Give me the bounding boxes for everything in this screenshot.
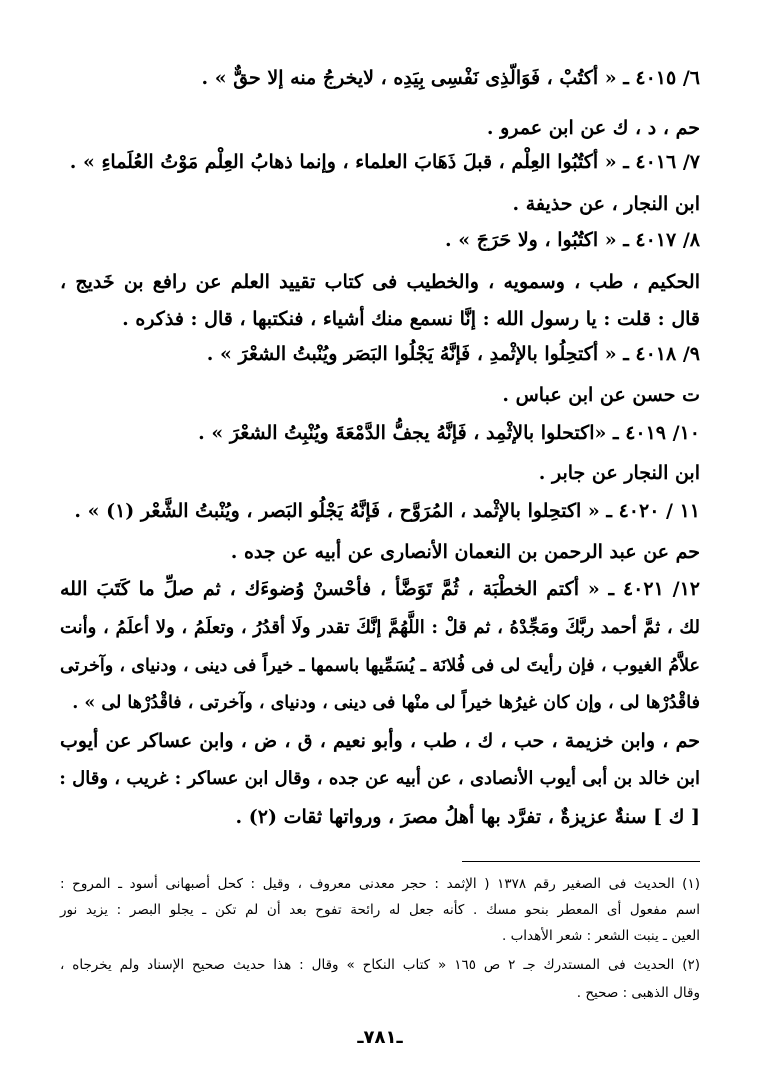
hadith-4015-source: حم ، د ، ك عن ابن عمرو . (486, 117, 700, 139)
footnote-2-cont: وقال الذهبى : صحيح . (576, 985, 700, 1001)
hadith-4016-text: ٧/ ٤٠١٦ ـ « أكتُبُوا العِلْم ، قبلَ ذَهَابَ العلماء ، وإنما ذهابُ العِلْم مَوْتُ العُلَماءِ » . (69, 151, 700, 173)
footnote-divider (462, 861, 700, 862)
hadith-4018-text: ٩/ ٤٠١٨ ـ « أكتحِلُوا بالإثْمدِ ، فَإنَّهُ يَجْلُوا البَصَر ويُنْبتُ الشعْرَ » . (206, 343, 700, 365)
hadith-4021-text-cont: فاقْدُرْها لى ، وإن كان غيرُها خيراً لى منْها فى دينى ، ودنياى ، وآخرتى ، فاقْدُرْها لى » . (72, 693, 700, 713)
hadith-4021-text: ١٢/ ٤٠٢١ ـ « أكتم الخطْبَة ، ثُمَّ تَوَضَّأ ، فأحْسنْ وُضوءَك ، ثم صلِّ ما كَتَبَ الله (60, 578, 700, 600)
footnote-1: (١) الحديث فى الصغير رقم ١٣٧٨ ( الإثمد : حجر معدنى معروف ، وقيل : كحل أصبهانى أسود ـ المروح : (60, 876, 700, 892)
hadith-4019-text: ١٠/ ٤٠١٩ ـ «اكتحلوا بالإثْمِد ، فَإنَّهُ يجفُّ الدَّمْعَةَ ويُنْبِتُ الشعْرَ » . (198, 422, 700, 444)
hadith-4017-source: الحكيم ، طب ، وسمويه ، والخطيب فى كتاب تقييد العلم عن رافع بن خَديج ، (60, 271, 700, 293)
hadith-4017-source-cont: قال : قلت : يا رسول الله : إنَّا نسمع منك أشياء ، فنكتبها ، قال : فذكره . (122, 308, 700, 330)
hadith-4021-source-cont: [ ك ] سنةٌ عزيزةٌ ، تفرَّد بها أهلُ مصرَ ، ورواتها ثقات (٢) . (235, 806, 700, 828)
hadith-4020-source: حم عن عبد الرحمن بن النعمان الأنصارى عن أبيه عن جده . (230, 541, 700, 563)
hadith-4019-source: ابن النجار عن جابر . (538, 462, 700, 484)
hadith-4021-text-cont: علاَّمُ الغيوب ، فإن رأيتَ لى فى فُلانَة ـ يُسَمِّيها باسمها ـ خيراً فى دينى ، ودنياى ، وآخرتى (60, 656, 700, 676)
hadith-4021-source-cont: ابن خالد بن أبى أيوب الأنصادى ، عن أبيه عن جده ، وقال ابن عساكر : غريب ، وقال : (59, 768, 700, 789)
footnote-1-cont: العين ـ ينبت الشعر : شعر الأهداب . (502, 928, 700, 944)
hadith-4016-source: ابن النجار ، عن حذيفة . (512, 193, 700, 215)
hadith-4017-text: ٨/ ٤٠١٧ ـ « اكتُبُوا ، ولا حَرَجَ » . (445, 229, 700, 251)
hadith-4018-source: ت حسن عن ابن عباس . (502, 384, 700, 406)
hadith-4021-text-cont: لك ، ثمَّ أحمد ربَّكَ ومَجِّدْهُ ، ثم قلْ : اللَّهُمَّ إنَّكَ تقدر ولَا أقدُرُ ، وتعلَمُ ، ولا أعلَمُ ، وأنت (60, 617, 700, 638)
hadith-4020-text: ١١ / ٤٠٢٠ ـ « اكتحِلوا بالإثْمد ، المُرَوَّح ، فَإنَّهُ يَجْلُو البَصر ، ويُنْبتُ الشَّعْر (١) » . (74, 500, 700, 522)
hadith-4015-text: ٦/ ٤٠١٥ ـ « أكتُبْ ، فَوَالّذِى نَفْسِى بِيَدِه ، لايخرجُ منه إلا حقٌّ » . (201, 67, 700, 89)
footnote-1-cont: اسم مفعول أى المعطر بنحو مسك . كأنه جعل له رائحة تفوح بعد أن لم تكن ـ يجلو البصر : يزيد نور (60, 902, 700, 918)
footnote-2: (٢) الحديث فى المستدرك جـ ٢ ص ١٦٥ « كتاب النكاح » وقال : هذا حديث صحيح الإسناد ولم يخرجاه ، (60, 957, 701, 973)
hadith-4021-source: حم ، وابن خزيمة ، حب ، ك ، طب ، وأبو نعيم ، ق ، ض ، وابن عساكر عن أيوب (60, 730, 700, 752)
page-number: ـ٧٨١ـ (357, 1027, 403, 1048)
